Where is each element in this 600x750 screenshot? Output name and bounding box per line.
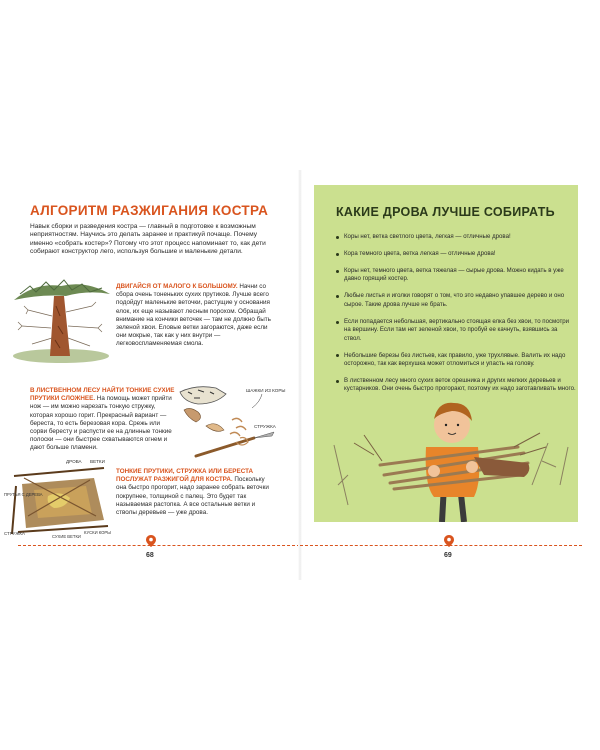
bullet-text: Коры нет, темного цвета, ветка тяжелая — сырые дрова. Можно кидать в уже давно горящий костер. bbox=[344, 267, 564, 283]
location-pin-icon bbox=[444, 535, 454, 547]
paragraph-deciduous-forest bbox=[30, 387, 177, 453]
boy-carrying-firewood-illustration bbox=[314, 185, 578, 522]
bullet-text: Если попадается небольшая, вертикально стоящая елка без хвои, то посмотри на вершину. Если там нет зеленой хвои, то пробуй ее качнуть, взявшись за ствол. bbox=[344, 317, 570, 342]
label-firewood: ДРОВА bbox=[66, 459, 82, 464]
paragraph-kindling bbox=[116, 468, 274, 517]
bullet-text: В лиственном лесу много сухих веток орешника и других мелких деревьев и кустарников. Они очень быстро прогорают, поэтому их надо заготавливать много. bbox=[344, 377, 576, 393]
label-stick-shavings: СТРУЖКА bbox=[254, 424, 276, 429]
label-dry-branches: СУХИЕ ВЕТКИ bbox=[52, 534, 81, 539]
fire-layout-illustration bbox=[4, 456, 114, 540]
paragraph-body: Поскольку она быстро прогорит, надо заранее собрать веточки покрупнее, толщиной с палец. Это будет так называемая растопка. А все остальные ветки и стволы деревьев — уже дрова. bbox=[116, 476, 269, 517]
label-tinder: ПРУТЬЯ С ДЕРЕВА bbox=[4, 492, 43, 497]
spruce-tree-illustration bbox=[6, 276, 114, 366]
label-shavings: СТРУЖКА bbox=[4, 531, 25, 536]
label-bark-shavings: ШАЖКИ ИЗ КОРЫ bbox=[246, 388, 286, 393]
left-footer-line bbox=[18, 545, 300, 546]
paragraph-small-to-big bbox=[116, 283, 276, 349]
page-number-right: 69 bbox=[444, 552, 452, 559]
paragraph-body: На помощь может прийти нож — им можно нарезать тонкую стружку, которая хорошо горит. Прекрасный вариант — береста, то есть березовая кора. Срежь или сорви бересту и распусти ее на длинные тонкие полоски — они быстрее схватываются огнем и дают больше пламени. bbox=[30, 395, 172, 452]
bullet-text: Небольшие березы без листьев, как правило, уже трухлявые. Валить их надо осторожно, так как верхушка может отломиться и упасть на голову. bbox=[344, 351, 566, 368]
bullet-text: Кора темного цвета, ветка легкая — отличные дрова! bbox=[344, 250, 496, 257]
intro-paragraph: Навык сборки и разведения костра — главный в подготовке к возможным неприятностям. Научись это делать заранее и практикуй почаще. Почему именно «собрать костер»? Потому что этот процесс напоминает то, как дети собирают конструктор лего, используя большие и маленькие детали. bbox=[30, 223, 266, 256]
right-page-title: КАКИЕ ДРОВА ЛУЧШЕ СОБИРАТЬ bbox=[336, 205, 555, 219]
label-branches: ВЕТКИ bbox=[90, 459, 105, 464]
bullet-text: Коры нет, ветка светлого цвета, легкая — отличные дрова! bbox=[344, 233, 511, 240]
bark-knife-illustration bbox=[176, 382, 286, 464]
label-bark-pieces: КУСКИ КОРЫ bbox=[84, 530, 111, 535]
location-pin-icon bbox=[146, 535, 156, 547]
firewood-tips-panel bbox=[314, 185, 578, 522]
right-footer-line bbox=[300, 545, 582, 546]
paragraph-heading: В ЛИСТВЕННОМ ЛЕСУ НАЙТИ ТОНКИЕ СУХИЕ ПРУТИКИ СЛОЖНЕЕ. bbox=[30, 387, 175, 403]
paragraph-body: Начни со сбора очень тоненьких сухих прутиков. Лучше всего подойдут маленькие веточки, растущие у основания елок, их еще называют лесным порохом. Обращай внимание на кончики веточек — там не должно быть зеленой хвои. Еловые ветки загораются, даже если они мокрые, так как у них внутри — легковоспламеняемая смола. bbox=[116, 283, 271, 348]
bullet-text: Любые листья и иголки говорят о том, что это недавно упавшее дерево и оно сырое. Такие дрова лучше не брать. bbox=[344, 292, 565, 308]
left-page-title: АЛГОРИТМ РАЗЖИГАНИЯ КОСТРА bbox=[30, 203, 269, 218]
paragraph-heading: ТОНКИЕ ПРУТИКИ, СТРУЖКА ИЛИ БЕРЕСТА ПОСЛУЖАТ РАЗЖИГОЙ ДЛЯ КОСТРА. bbox=[116, 468, 254, 484]
paragraph-heading: ДВИГАЙСЯ ОТ МАЛОГО К БОЛЬШОМУ. bbox=[116, 283, 238, 290]
page-number-left: 68 bbox=[146, 552, 154, 559]
right-page bbox=[300, 0, 600, 750]
